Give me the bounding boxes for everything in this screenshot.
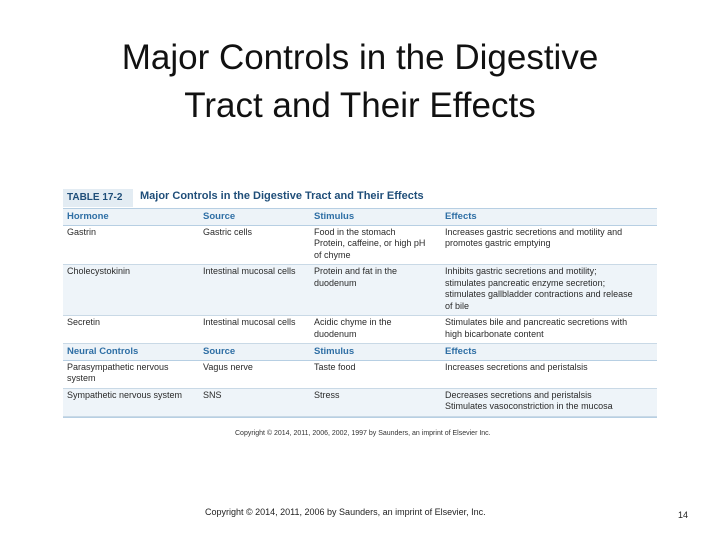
cell-line: Acidic chyme in the — [314, 317, 392, 327]
column-header: Source — [199, 209, 310, 225]
table-row-secretin — [63, 316, 657, 344]
table-cell — [63, 388, 199, 416]
table-number-badge: TABLE 17-2 — [63, 189, 133, 207]
page-number: 14 — [678, 510, 689, 520]
table-cell: Stress — [310, 388, 441, 416]
cell-line: Decreases secretions and peristalsis — [445, 389, 592, 400]
column-header: Effects — [441, 344, 657, 361]
table-cell: SNS — [199, 388, 310, 416]
table-row-gastrin — [63, 225, 657, 265]
cell-line: Inhibits gastric secretions and motility; — [445, 266, 597, 276]
table-row-cholecystokinin — [63, 265, 657, 316]
slide-title-line-2: Tract and Their Effects — [184, 86, 536, 125]
table-cell: Gastric cells — [199, 225, 310, 265]
table-row-parasympathetic — [63, 360, 657, 388]
slide-title — [0, 34, 720, 130]
table-cell — [63, 360, 199, 388]
table-cell: Secretin — [63, 316, 199, 344]
cell-line: stimulates pancreatic enzyme secretion; — [445, 277, 606, 288]
table-row-sympathetic — [63, 388, 657, 416]
table-cell: Intestinal mucosal cells — [199, 316, 310, 344]
table-cell — [441, 265, 657, 316]
cell-line: Protein and fat in the — [314, 266, 398, 276]
cell-line: Increases secretions and peristalsis — [445, 361, 588, 372]
slide-title-line-1: Major Controls in the Digestive — [121, 38, 599, 77]
column-header: Source — [199, 344, 310, 361]
column-header: Neural Controls — [63, 344, 199, 361]
column-header: Effects — [441, 209, 657, 225]
column-header: Hormone — [63, 209, 199, 225]
cell-line: Sympathetic nervous system — [67, 389, 183, 400]
cell-line: of bile — [445, 300, 470, 311]
cell-line: high bicarbonate content — [445, 328, 544, 339]
hormone-header-row — [63, 209, 657, 225]
table-bottom-rule — [63, 417, 657, 418]
neural-header-row — [63, 344, 657, 361]
cell-line: Increases gastric secretions and motility and — [445, 226, 623, 237]
cell-line: duodenum — [314, 328, 357, 339]
table-cell — [310, 225, 441, 265]
controls-table-figure — [63, 188, 657, 418]
cell-line: Parasympathetic nervous — [67, 361, 169, 372]
column-header: Stimulus — [310, 344, 441, 361]
table-cell: Intestinal mucosal cells — [199, 265, 310, 316]
cell-line: stimulates gallbladder contractions and release — [445, 289, 633, 299]
table-caption-bar — [63, 188, 657, 209]
image-credit: Copyright © 2014, 2011, 2006, 2002, 1997 by Saunders, an imprint of Elsevier Inc. — [235, 430, 491, 437]
cell-line: system — [67, 373, 96, 383]
table-cell: Cholecystokinin — [63, 265, 199, 316]
cell-line: Protein, caffeine, or high pH — [314, 238, 426, 248]
table-cell: Taste food — [310, 360, 441, 388]
table-cell: Gastrin — [63, 225, 199, 265]
table-cell — [441, 360, 657, 388]
cell-line: Stimulates bile and pancreatic secretions with — [445, 317, 628, 327]
controls-table — [63, 209, 657, 417]
table-cell — [441, 225, 657, 265]
table-cell — [441, 316, 657, 344]
cell-line: promotes gastric emptying — [445, 238, 551, 248]
table-cell — [441, 388, 657, 416]
cell-line: Stimulates vasoconstriction in the mucosa — [445, 401, 613, 411]
cell-line: of chyme — [314, 249, 351, 260]
cell-line: Food in the stomach — [314, 226, 396, 237]
table-cell — [310, 265, 441, 316]
table-caption: Major Controls in the Digestive Tract and Their Effects — [140, 190, 424, 202]
footer-copyright: Copyright © 2014, 2011, 2006 by Saunders, an imprint of Elsevier, Inc. — [205, 507, 486, 517]
column-header: Stimulus — [310, 209, 441, 225]
table-cell: Vagus nerve — [199, 360, 310, 388]
table-cell — [310, 316, 441, 344]
cell-line: duodenum — [314, 277, 357, 288]
